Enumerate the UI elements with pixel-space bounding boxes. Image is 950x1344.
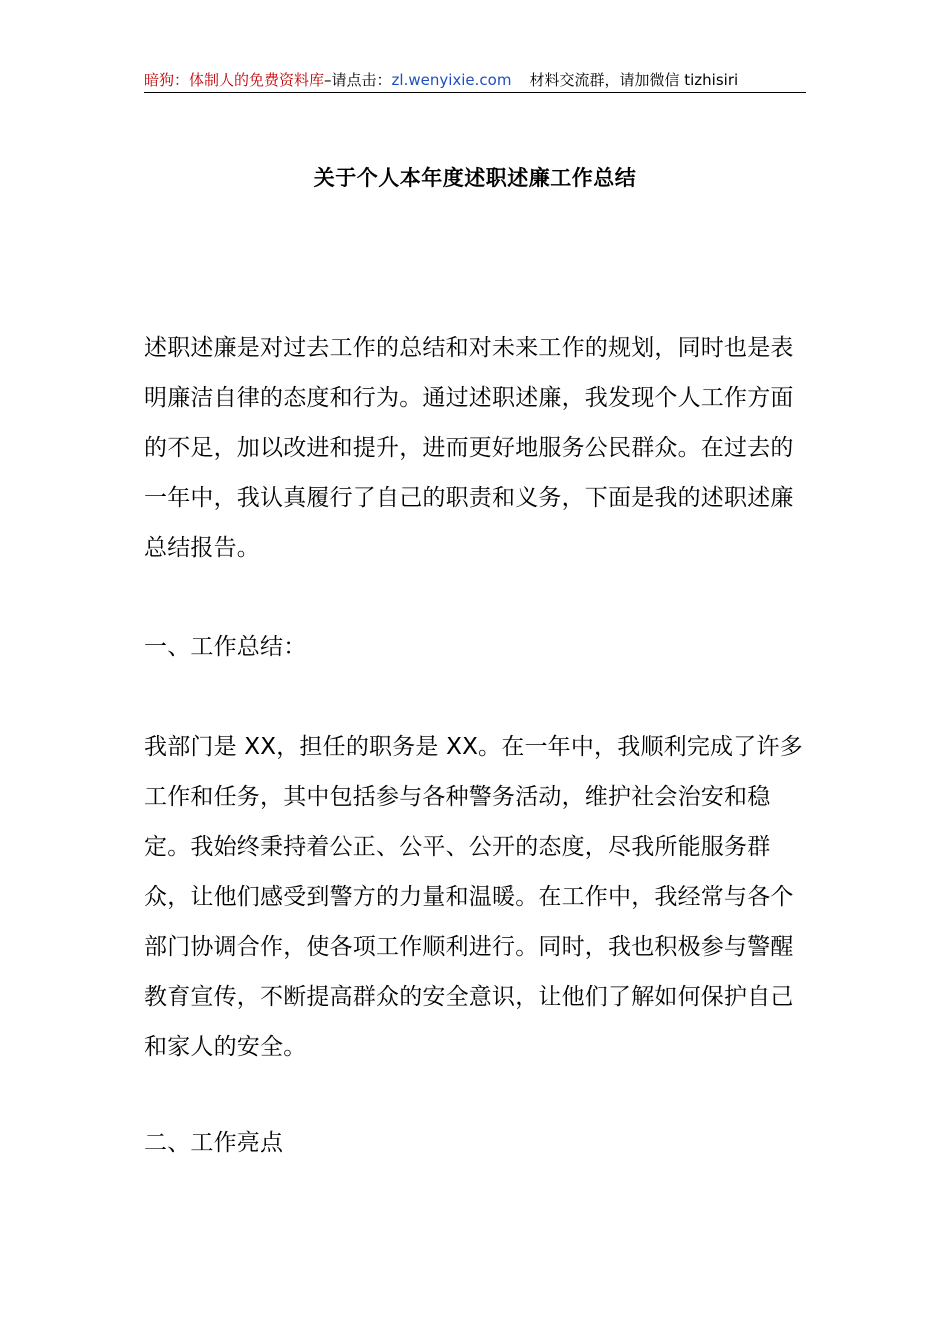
- header-site-name: 暗狗：体制人的免费资料库: [144, 71, 325, 89]
- header-banner: [144, 68, 806, 93]
- intro-paragraph: 述职述廉是对过去工作的总结和对未来工作的规划，同时也是表明廉洁自律的态度和行为。通过述职述廉，我发现个人工作方面的不足，加以改进和提升，进而更好地服务公民群众。在过去的一年中，我认真履行了自己的职责和义务，下面是我的述职述廉总结报告。: [144, 335, 794, 561]
- header-prompt: –请点击：: [324, 71, 392, 89]
- header-link[interactable]: zl.wenyixie.com: [391, 71, 512, 89]
- section1-paragraph: 我部门是 XX，担任的职务是 XX。在一年中，我顺利完成了许多工作和任务，其中包括参与各种警务活动，维护社会治安和稳定。我始终秉持着公正、公平、公开的态度，尽我所能服务群众，让他们感受到警方的力量和温暖。在工作中，我经常与各个部门协调合作，使各项工作顺利进行。同时，我也积极参与警醒教育宣传，不断提高群众的安全意识，让他们了解如何保护自己和家人的安全。: [144, 734, 803, 1060]
- document-title: 关于个人本年度述职述廉工作总结: [313, 166, 637, 190]
- section1-heading: 一、工作总结：: [144, 634, 307, 660]
- section2-heading: 二、工作亮点: [144, 1130, 284, 1156]
- header-contact: 材料交流群，请加微信 tizhisiri: [529, 71, 739, 89]
